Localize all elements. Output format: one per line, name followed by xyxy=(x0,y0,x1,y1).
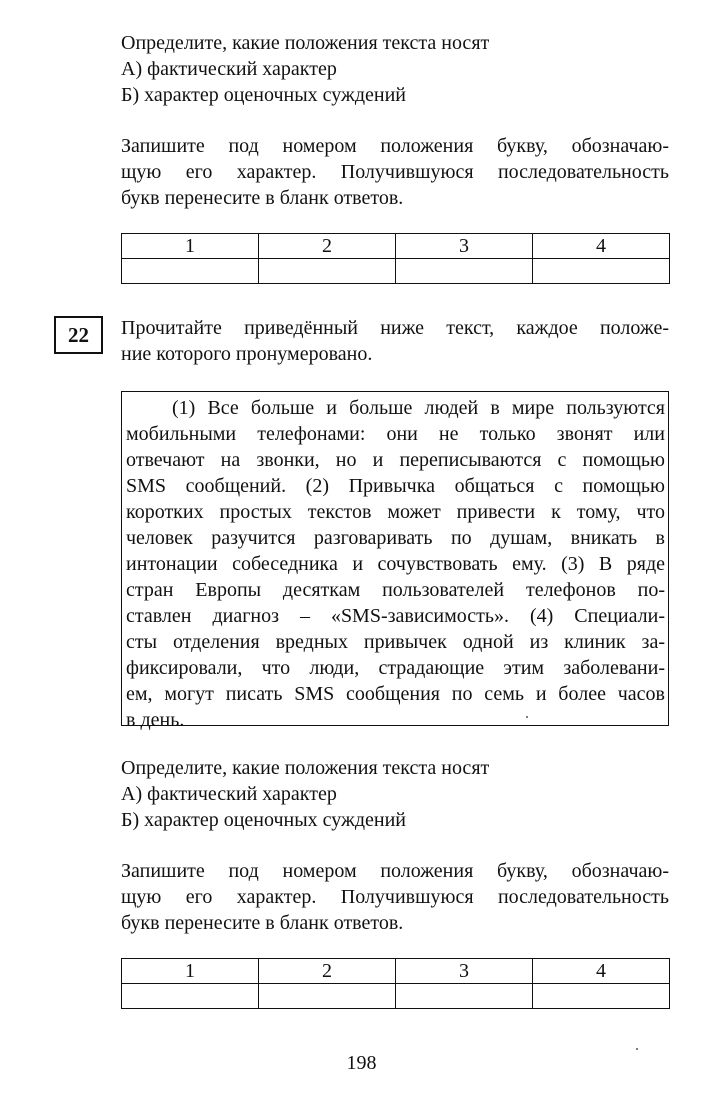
answer-input-cell[interactable] xyxy=(396,259,533,284)
instruction-line-3: букв перенесите в бланк ответов. xyxy=(121,912,404,934)
instruction-line-1-top: Запишите под номером положения букву, обозначаю- xyxy=(121,135,669,157)
answer-table-input-row xyxy=(122,259,670,284)
option-a-top: А) фактический характер xyxy=(121,58,337,80)
passage-line: SMS сообщений. (2) Привычка общаться с помощью xyxy=(126,475,665,497)
instruction-line-1: Запишите под номером положения букву, обозначаю- xyxy=(121,860,669,882)
answer-header-cell: 1 xyxy=(122,959,259,984)
passage-line: коротких простых текстов может привести к тому, что xyxy=(126,501,665,523)
answer-table-header-row xyxy=(122,959,670,984)
instruction-line-2-top: щую его характер. Получившуюся последовательность xyxy=(121,161,669,183)
question-text-top: Определите, какие положения текста носят xyxy=(121,32,490,54)
answer-table-input-row xyxy=(122,984,670,1009)
passage-box xyxy=(121,391,669,731)
answer-header-cell: 3 xyxy=(396,959,533,984)
instruction-line-2: щую его характер. Получившуюся последовательность xyxy=(121,886,669,908)
answer-header-cell: 2 xyxy=(259,959,396,984)
passage-line: мобильными телефонами: они не только звонят или xyxy=(126,423,665,445)
answer-table xyxy=(121,958,670,1009)
answer-input-cell[interactable] xyxy=(122,984,259,1009)
passage-line: ем, могут писать SMS сообщения по семь и более часов xyxy=(126,683,665,705)
answer-input-cell[interactable] xyxy=(122,259,259,284)
passage-line: ставлен диагноз – «SMS-зависимость». (4) Специали- xyxy=(126,605,665,627)
answer-input-cell[interactable] xyxy=(396,984,533,1009)
passage-line: фиксировали, что люди, страдающие этим заболевани- xyxy=(126,657,665,679)
passage-line: человек разучится разговаривать по душам, вникать в xyxy=(126,527,665,549)
page-number: 198 xyxy=(346,1052,377,1074)
answer-input-cell[interactable] xyxy=(533,259,670,284)
answer-header-cell: 1 xyxy=(122,234,259,259)
answer-input-cell[interactable] xyxy=(259,259,396,284)
task-number-badge: 22 xyxy=(54,316,103,354)
instruction-line-3-top: букв перенесите в бланк ответов. xyxy=(121,187,404,209)
answer-header-cell: 2 xyxy=(259,234,396,259)
task-intro-line-1: Прочитайте приведённый ниже текст, каждое положе- xyxy=(121,317,669,339)
passage-line: (1) Все больше и больше людей в мире пользуются xyxy=(172,397,665,419)
option-a: А) фактический характер xyxy=(121,783,337,805)
passage-line: сты отделения вредных привычек одной из клиник за- xyxy=(126,631,665,653)
answer-table-header-row xyxy=(122,234,670,259)
answer-input-cell[interactable] xyxy=(533,984,670,1009)
answer-table-top xyxy=(121,233,670,284)
answer-header-cell: 4 xyxy=(533,959,670,984)
passage-line: интонации собеседника и сочувствовать ему. (3) В ряде xyxy=(126,553,665,575)
answer-input-cell[interactable] xyxy=(259,984,396,1009)
scan-speck xyxy=(526,716,528,718)
passage-line: отвечают на звонки, но и переписываются с помощью xyxy=(126,449,665,471)
answer-header-cell: 3 xyxy=(396,234,533,259)
question-text: Определите, какие положения текста носят xyxy=(121,757,490,779)
passage-line: в день. xyxy=(126,709,185,731)
scan-speck xyxy=(636,1048,638,1050)
option-b: Б) характер оценочных суждений xyxy=(121,809,406,831)
option-b-top: Б) характер оценочных суждений xyxy=(121,84,406,106)
passage-line: стран Европы десяткам пользователей телефонов по- xyxy=(126,579,665,601)
task-intro-line-2: ние которого пронумеровано. xyxy=(121,343,373,365)
answer-header-cell: 4 xyxy=(533,234,670,259)
